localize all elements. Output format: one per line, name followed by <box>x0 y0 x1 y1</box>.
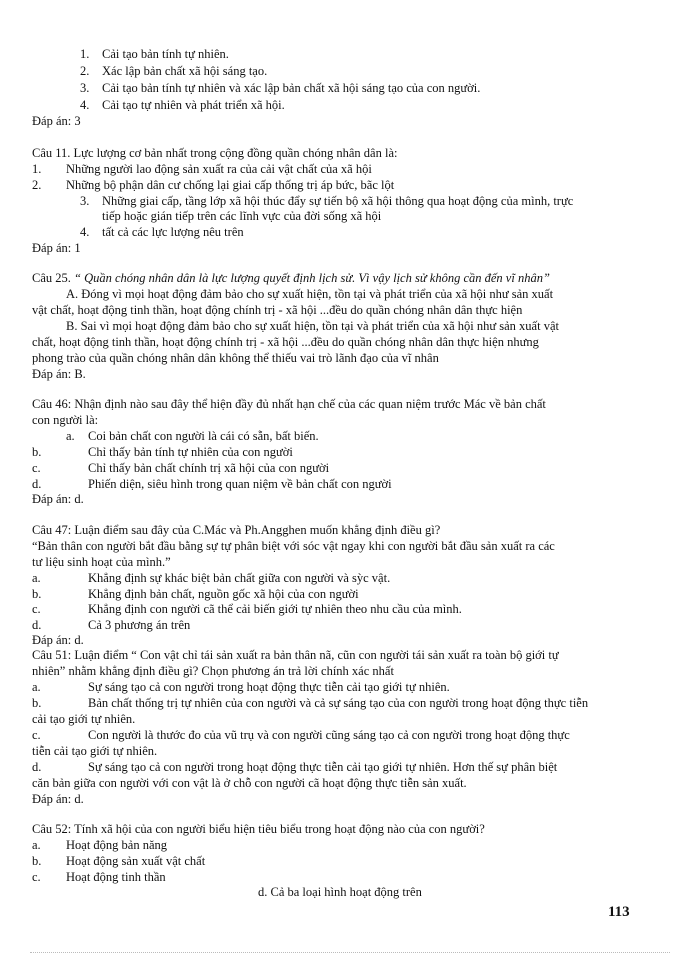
answer: Đáp án: d. <box>32 633 84 647</box>
question-11: Câu 11. Lực lượng cơ bản nhất trong cộng đồng quần chóng nhân dân là: <box>32 146 398 160</box>
option-a-cont: vật chất, hoạt động tinh thần, hoạt động chính trị - xã hội ...đều do quần chóng nhân dân thực hiện <box>32 303 523 317</box>
option-d: d. Phiến diện, siêu hình trong quan niệm về bản chất con người <box>32 477 392 491</box>
option-d: d. Cả ba loại hình hoạt động trên <box>258 885 422 899</box>
option-c: c. Chỉ thấy bản chất chính trị xã hội của con người <box>32 461 330 475</box>
option-2: 2. Xác lập bản chất xã hội sáng tạo. <box>80 64 268 78</box>
option-1: 1. Những người lao động sản xuất ra của cải vật chất của xã hội <box>32 162 372 176</box>
option-c: c. Hoạt động tinh thần <box>32 870 166 884</box>
question-46: Câu 46: Nhận định nào sau đây thể hiện đầy đủ nhất hạn chế của các quan niệm trước Mác về bản chất <box>32 397 546 411</box>
question-52: Câu 52: Tính xã hội của con người biểu hiện tiêu biểu trong hoạt động nào của con người? <box>32 822 485 836</box>
option-b: b. Hoạt động sản xuất vật chất <box>32 854 206 868</box>
option-c: c. Con người là thước đo của vũ trụ và con người cũng sáng tạo cả con người trong hoạt động thực <box>32 728 570 742</box>
question-47-quote: “Bản thân con người bắt đầu bằng sự tự phân biệt với sóc vật ngay khi con người bắt đầu sản xuất ra các <box>32 539 555 553</box>
answer: Đáp án: d. <box>32 792 84 806</box>
option-b-cont: phong trào của quần chóng nhân dân không thể thiếu vai trò lãnh đạo của vĩ nhân <box>32 351 439 365</box>
option-2: 2. Những bộ phận dân cư chống lại giai cấp thống trị áp bức, bãc lột <box>32 178 395 192</box>
option-a: a. Khẳng định sự khác biệt bản chất giữa con người và sỳc vật. <box>32 571 391 585</box>
option-a: a. Sự sáng tạo cả con người trong hoạt động thực tiễn cải tạo giới tự nhiên. <box>32 680 450 694</box>
option-a: a. Coi bản chất con người là cái có sẵn, bất biến. <box>66 429 319 443</box>
option-3: 3. Cải tạo bản tính tự nhiên và xác lập bản chất xã hội sáng tạo của con người. <box>80 81 481 95</box>
option-b: b. Chỉ thấy bản tính tự nhiên của con người <box>32 445 293 459</box>
question-25-quote: “ Quần chóng nhân dân là lực lượng quyết định lịch sử. Vì vậy lịch sử không cần đến vĩ nhân” <box>70 271 550 285</box>
option-b: B. Sai vì mọi hoạt động đảm bảo cho sự xuất hiện, tồn tại và phát triển của xã hội như sản xuất vật <box>66 319 559 333</box>
option-b-cont: cải tạo giới tự nhiên. <box>32 712 136 726</box>
question-25: Câu 25. “ Quần chóng nhân dân là lực lượng quyết định lịch sử. Vì vậy lịch sử không cần đến vĩ nhân” <box>32 271 550 285</box>
option-b: b. Khẳng định bản chất, nguồn gốc xã hội của con người <box>32 587 359 601</box>
option-4: 4. Cải tạo tự nhiên và phát triển xã hội. <box>80 98 285 112</box>
option-a: a. Hoạt động bản năng <box>32 838 168 852</box>
option-d: d. Sự sáng tạo cả con người trong hoạt động thực tiễn cải tạo giới tự nhiên. Hơn thế sự phân biệt <box>32 760 558 774</box>
option-3: 3. Những giai cấp, tầng lớp xã hội thúc đẩy sự tiến bộ xã hội thông qua hoạt động của mình, trực <box>80 194 574 208</box>
footer-divider <box>30 952 670 953</box>
option-b: b. Bản chất thống trị tự nhiên của con người và cả sự sáng tạo của con người trong hoạt động thực tiễn <box>32 696 589 710</box>
question-51-cont: nhiên” nhằm khẳng định điều gì? Chọn phương án trả lời chính xác nhất <box>32 664 394 678</box>
question-47: Câu 47: Luận điểm sau đây của C.Mác và Ph.Angghen muốn khẳng định điều gì? <box>32 523 441 537</box>
option-3-cont: tiếp hoặc gián tiếp trên các lĩnh vực của đời sống xã hội <box>102 209 382 223</box>
answer: Đáp án: d. <box>32 492 84 506</box>
option-c: c. Khẳng định con người cã thể cải biến giới tự nhiên theo nhu cầu của mình. <box>32 602 462 616</box>
option-4: 4. tất cả các lực lượng nêu trên <box>80 225 244 239</box>
option-d-cont: căn bản giữa con người với con vật là ở chỗ con người cã hoạt động thực tiễn sản xuất. <box>32 776 467 790</box>
page-number: 113 <box>608 904 630 920</box>
question-51: Câu 51: Luận điểm “ Con vật chỉ tái sản xuất ra bản thân nã, cũn con người tái sản xuất ra toàn bộ giới tự <box>32 648 559 662</box>
option-d: d. Cả 3 phương án trên <box>32 618 191 632</box>
option-a: A. Đóng vì mọi hoạt động đảm bảo cho sự xuất hiện, tồn tại và phát triển của xã hội như sản xuất <box>66 287 554 301</box>
answer: Đáp án: 3 <box>32 114 81 128</box>
answer: Đáp án: B. <box>32 367 86 381</box>
option-1: 1. Cải tạo bản tính tự nhiên. <box>80 47 229 61</box>
option-c-cont: tiễn cải tạo giới tự nhiên. <box>32 744 158 758</box>
question-46-cont: con người là: <box>32 413 99 427</box>
question-47-quote-cont: tư liệu sinh hoạt của mình.” <box>32 555 171 569</box>
answer: Đáp án: 1 <box>32 241 81 255</box>
option-b-cont: chất, hoạt động tinh thần, hoạt động chính trị - xã hội ...đều do quần chóng nhân dân thực hiện nhưng <box>32 335 539 349</box>
